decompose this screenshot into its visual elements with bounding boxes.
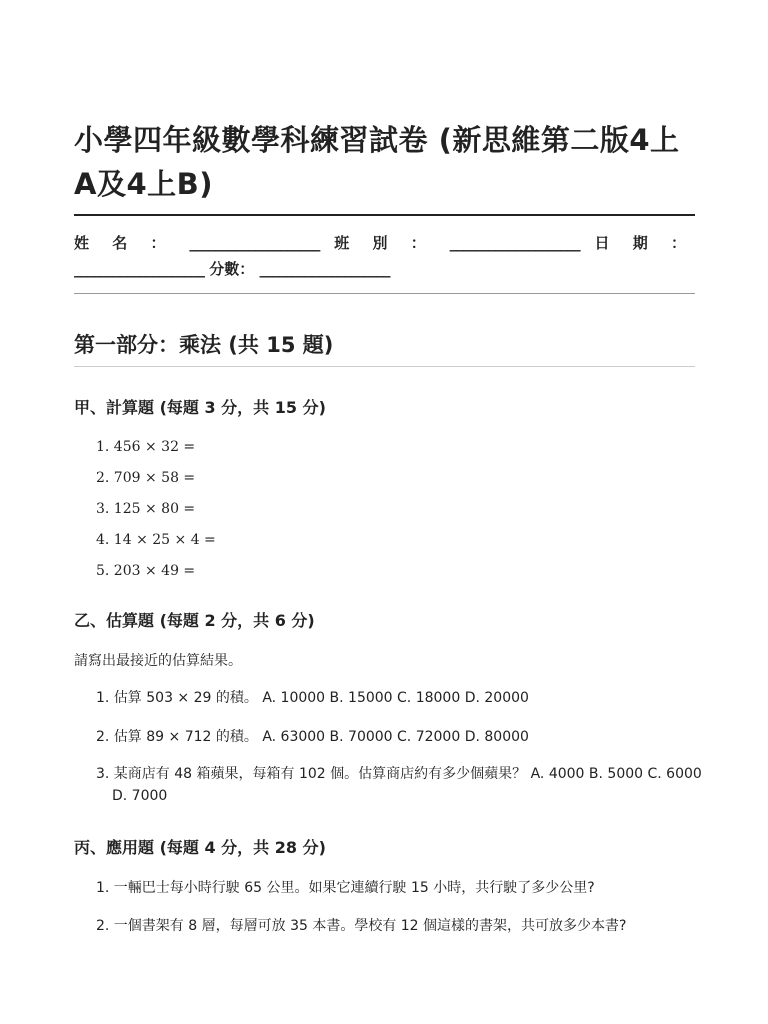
name-blank[interactable]: ____________________ bbox=[189, 234, 320, 252]
section-b-heading: 乙、估算題 (每題 2 分，共 6 分) bbox=[74, 611, 315, 630]
section-b-instruction: 請寫出最接近的估算結果。 bbox=[74, 653, 242, 669]
date-label: 日 期 ： bbox=[594, 234, 695, 252]
score-blank[interactable]: ____________________ bbox=[259, 260, 390, 278]
list-item: 1. 一輛巴士每小時行駛 65 公里。如果它連續行駛 15 小時，共行駛了多少公里? bbox=[96, 880, 595, 896]
student-info-row-2 bbox=[74, 258, 695, 280]
page-title: 小學四年級數學科練習試卷 (新思維第二版4上A及4上B) bbox=[74, 123, 680, 201]
class-label: 班 別 ： bbox=[334, 234, 435, 252]
info-divider bbox=[74, 293, 695, 294]
date-blank[interactable]: ____________________ bbox=[74, 260, 204, 278]
class-blank[interactable]: ____________________ bbox=[449, 234, 580, 252]
list-item: 5. 203 × 49 = bbox=[96, 563, 196, 579]
score-label: 分數： bbox=[209, 260, 255, 278]
list-item: 2. 709 × 58 = bbox=[96, 470, 196, 486]
list-item: 3. 125 × 80 = bbox=[96, 501, 196, 517]
section-a-heading: 甲、計算題 (每題 3 分，共 15 分) bbox=[74, 398, 326, 417]
name-label: 姓 名 ： bbox=[74, 234, 175, 252]
student-info-row bbox=[74, 232, 695, 254]
section-c-heading: 丙、應用題 (每題 4 分，共 28 分) bbox=[74, 838, 326, 857]
part1-heading: 第一部分：乘法 (共 15 題) bbox=[74, 333, 334, 357]
list-item: 3. 某商店有 48 箱蘋果，每箱有 102 個。估算商店約有多少個蘋果？ A. 4000 B. 5000 C. 6000 D. 7000 bbox=[96, 766, 702, 804]
list-item: 1. 估算 503 × 29 的積。 A. 10000 B. 15000 C. 18000 D. 20000 bbox=[96, 690, 529, 706]
list-item: 2. 估算 89 × 712 的積。 A. 63000 B. 70000 C. 72000 D. 80000 bbox=[96, 729, 529, 745]
list-item: 4. 14 × 25 × 4 = bbox=[96, 532, 216, 548]
title-divider bbox=[74, 214, 695, 216]
list-item: 1. 456 × 32 = bbox=[96, 439, 196, 455]
part1-divider bbox=[74, 366, 695, 367]
list-item: 2. 一個書架有 8 層，每層可放 35 本書。學校有 12 個這樣的書架，共可放多少本書? bbox=[96, 918, 627, 934]
